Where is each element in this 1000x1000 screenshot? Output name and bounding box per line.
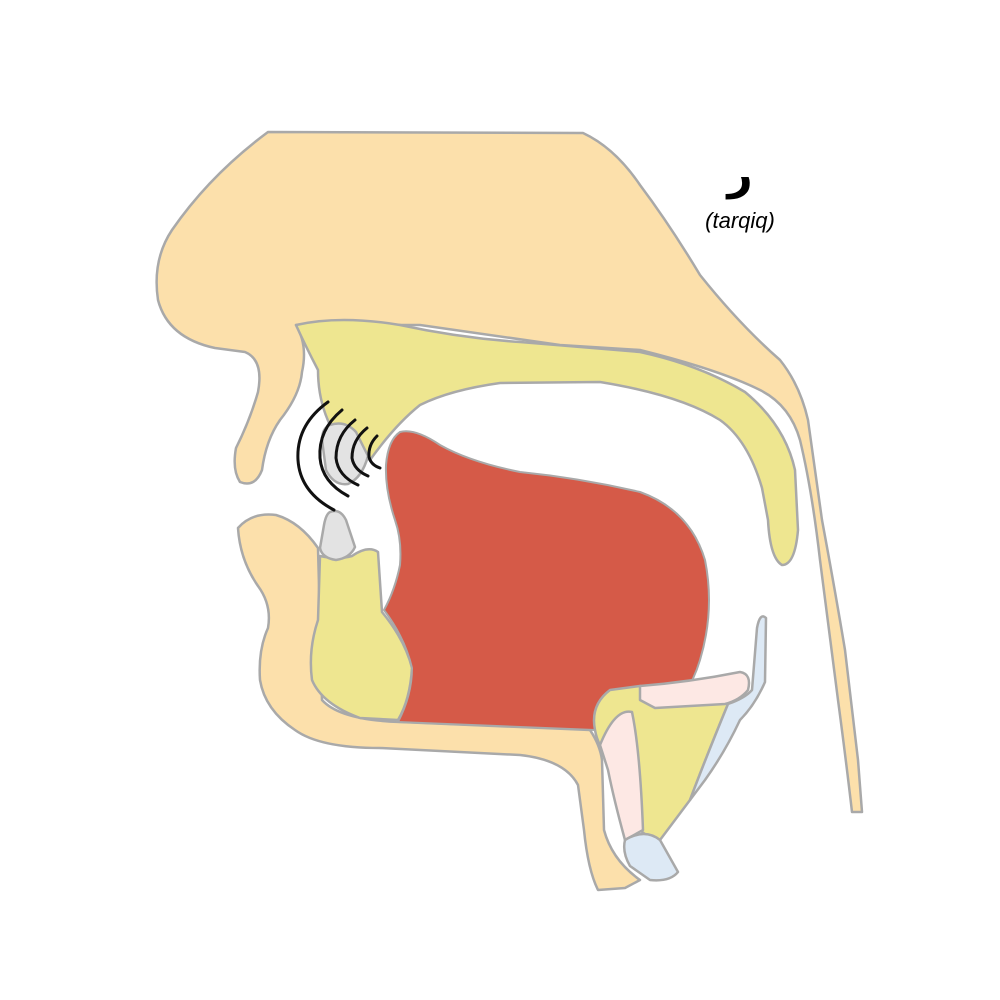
arabic-letter-ra: ر <box>727 149 753 200</box>
lower-incisor <box>320 511 355 560</box>
tarqiq-label: (tarqiq) <box>705 208 775 233</box>
larynx-lower <box>600 712 643 840</box>
